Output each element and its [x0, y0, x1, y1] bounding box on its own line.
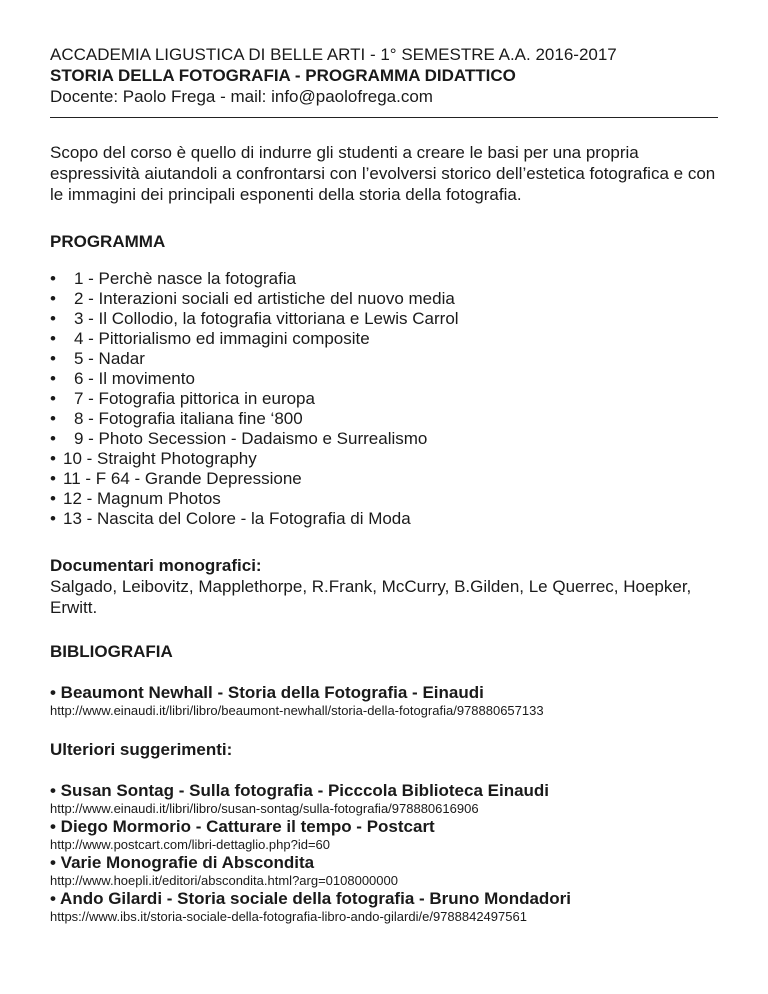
bib-entry-title: • Susan Sontag - Sulla fotografia - Picccola Biblioteca Einaudi — [50, 781, 550, 800]
programma-list — [50, 269, 718, 529]
list-item: • 4 - Pittorialismo ed immagini composite — [50, 329, 370, 348]
academy-header: ACCADEMIA LIGUSTICA DI BELLE ARTI - 1° SEMESTRE A.A. 2016-2017 — [50, 45, 617, 64]
list-item: • 12 - Magnum Photos — [50, 489, 221, 508]
bullet: • — [50, 369, 56, 388]
list-item: • 9 - Photo Secession - Dadaismo e Surrealismo — [50, 429, 428, 448]
bib-entry-title: • Varie Monografie di Abscondita — [50, 853, 315, 872]
documentari-list: Salgado, Leibovitz, Mapplethorpe, R.Frank, McCurry, B.Gilden, Le Querrec, Hoepker, Erwitt. — [50, 577, 692, 617]
bibliografia-heading: BIBLIOGRAFIA — [50, 642, 173, 661]
list-item: • 3 - Il Collodio, la fotografia vittoriana e Lewis Carrol — [50, 309, 459, 328]
bullet: • — [50, 409, 56, 428]
list-item: • 1 - Perchè nasce la fotografia — [50, 269, 297, 288]
list-item: • 11 - F 64 - Grande Depressione — [50, 469, 302, 488]
list-item: • 5 - Nadar — [50, 349, 145, 368]
bullet: • — [50, 429, 56, 448]
bullet: • — [50, 349, 56, 368]
document-page — [50, 44, 718, 925]
bullet: • — [50, 269, 56, 288]
documentari-heading: Documentari monografici: — [50, 556, 262, 575]
bib-entry-title: • Diego Mormorio - Catturare il tempo - Postcart — [50, 817, 435, 836]
bullet: • — [50, 469, 56, 488]
bib-entry-link[interactable]: https://www.ibs.it/storia-sociale-della-fotografia-libro-ando-gilardi/e/9788842497561 — [50, 909, 527, 924]
bullet: • — [50, 329, 56, 348]
bib-entry-title: • Ando Gilardi - Storia sociale della fotografia - Bruno Mondadori — [50, 889, 572, 908]
bib-entry-link[interactable]: http://www.einaudi.it/libri/libro/susan-sontag/sulla-fotografia/978880616906 — [50, 801, 479, 816]
bullet: • — [50, 309, 56, 328]
course-title: STORIA DELLA FOTOGRAFIA - PROGRAMMA DIDATTICO — [50, 66, 516, 85]
list-item: • 8 - Fotografia italiana fine ‘800 — [50, 409, 303, 428]
course-intro: Scopo del corso è quello di indurre gli studenti a creare le basi per una propria espressività aiutandoli a confrontarsi con l’evolversi storico dell’estetica fotografica e con le immagini dei principali esponenti della storia della fotografia. — [50, 143, 716, 204]
bullet: • — [50, 289, 56, 308]
header-divider — [50, 117, 718, 118]
teacher-contact: Docente: Paolo Frega - mail: info@paolofrega.com — [50, 87, 433, 106]
bullet: • — [50, 389, 56, 408]
bullet: • — [50, 489, 56, 508]
bib-entry-link[interactable]: http://www.postcart.com/libri-dettaglio.php?id=60 — [50, 837, 331, 852]
suggestions-heading: Ulteriori suggerimenti: — [50, 740, 233, 759]
list-item: • 13 - Nascita del Colore - la Fotografia di Moda — [50, 509, 411, 528]
bib-entry-link[interactable]: http://www.einaudi.it/libri/libro/beaumont-newhall/storia-della-fotografia/978880657133 — [50, 703, 544, 718]
list-item: • 7 - Fotografia pittorica in europa — [50, 389, 315, 408]
programma-heading: PROGRAMMA — [50, 232, 166, 251]
bullet: • — [50, 509, 56, 528]
list-item: • 10 - Straight Photography — [50, 449, 257, 468]
bib-entry-title: • Beaumont Newhall - Storia della Fotografia - Einaudi — [50, 683, 484, 702]
bib-entry-link[interactable]: http://www.hoepli.it/editori/abscondita.html?arg=0108000000 — [50, 873, 398, 888]
list-item: • 6 - Il movimento — [50, 369, 195, 388]
bullet: • — [50, 449, 56, 468]
list-item: • 2 - Interazioni sociali ed artistiche del nuovo media — [50, 289, 455, 308]
